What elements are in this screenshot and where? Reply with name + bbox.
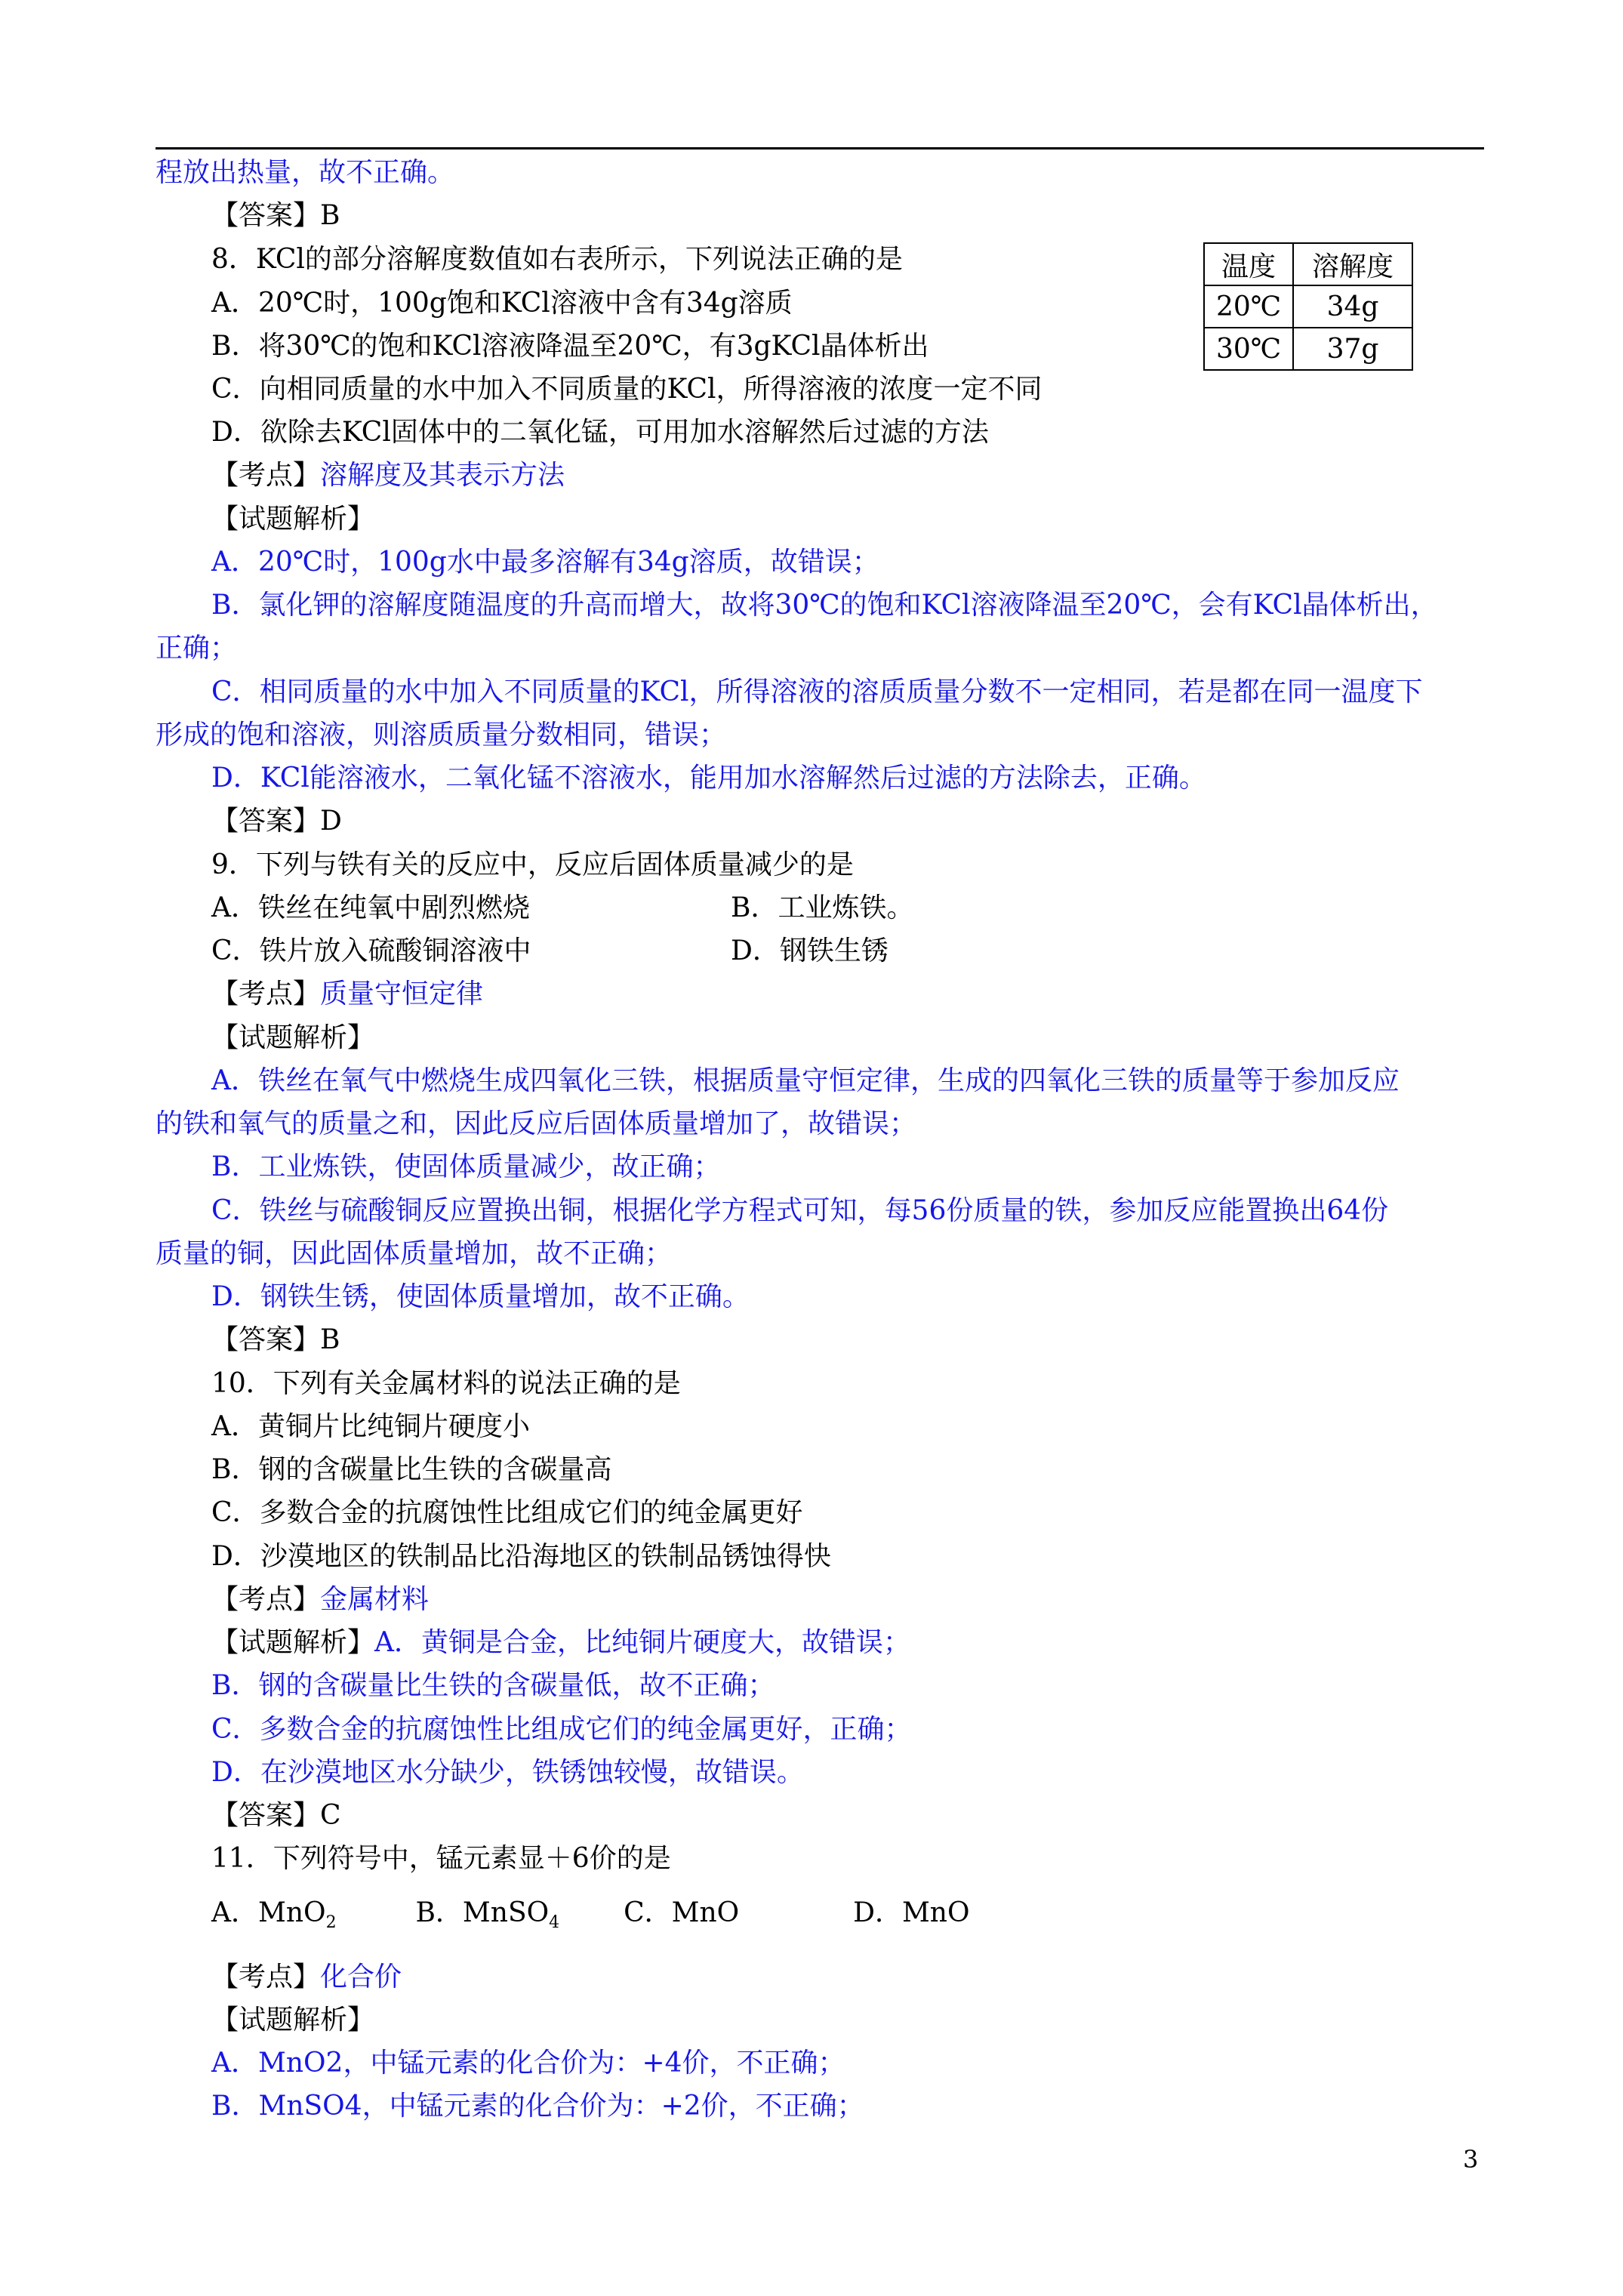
question-11-option-d: D．MnO	[853, 1897, 970, 1928]
analysis-heading: 【试题解析】	[211, 2005, 375, 2036]
topic-tag: 【考点】	[211, 460, 321, 491]
table-header-cell: 温度	[1204, 243, 1293, 285]
analysis-line: B．钢的含碳量比生铁的含碳量低，故不正确；	[211, 1670, 775, 1701]
table-row	[1204, 285, 1412, 328]
topic-line	[211, 1961, 402, 1994]
analysis-heading: 【试题解析】	[211, 1022, 375, 1053]
table-row	[1204, 328, 1412, 370]
answer-line: 【答案】D	[211, 806, 342, 837]
option-b-subscript: 4	[549, 1913, 560, 1932]
table-cell: 34g	[1293, 285, 1412, 328]
table-header-cell: 溶解度	[1293, 243, 1412, 285]
question-10-option-b: B．钢的含碳量比生铁的含碳量高	[211, 1454, 612, 1485]
table-header-row	[1204, 243, 1412, 285]
question-10-option-c: C．多数合金的抗腐蚀性比组成它们的纯金属更好	[211, 1497, 803, 1528]
table-cell: 20℃	[1204, 285, 1293, 328]
analysis-line: A．铁丝在氧气中燃烧生成四氧化三铁，根据质量守恒定律，生成的四氧化三铁的质量等于参加反应	[211, 1065, 1400, 1096]
table-cell: 30℃	[1204, 328, 1293, 370]
analysis-line: C．多数合金的抗腐蚀性比组成它们的纯金属更好，正确；	[211, 1714, 912, 1745]
analysis-line: B．MnSO4，中锰元素的化合价为：+2价，不正确；	[211, 2091, 864, 2122]
question-11-stem: 11．下列符号中，锰元素显＋6价的是	[211, 1843, 671, 1874]
option-b-formula: B．MnSO	[415, 1897, 550, 1928]
topic-line	[211, 1583, 429, 1616]
answer-line: 【答案】C	[211, 1800, 341, 1831]
analysis-line: D．在沙漠地区水分缺少，铁锈蚀较慢，故错误。	[211, 1757, 804, 1788]
analysis-line: 的铁和氧气的质量之和，因此反应后固体质量增加了，故错误；	[156, 1108, 917, 1139]
answer-line: 【答案】B	[211, 200, 340, 231]
analysis-line: B．氯化钾的溶解度随温度的升高而增大，故将30℃的饱和KCl溶液降温至20℃，会有KCl晶体析出，	[211, 590, 1438, 621]
question-10-stem: 10．下列有关金属材料的说法正确的是	[211, 1368, 681, 1399]
question-9-option-d: D．钢铁生锈	[731, 935, 888, 966]
question-11-options	[211, 1897, 970, 1930]
question-10-option-a: A．黄铜片比纯铜片硬度小	[211, 1411, 530, 1442]
analysis-line: C．相同质量的水中加入不同质量的KCl，所得溶液的溶质质量分数不一定相同，若是都在同一温度下	[211, 676, 1423, 707]
analysis-text: A．黄铜是合金，比纯铜片硬度大，故错误；	[374, 1627, 911, 1658]
topic-text: 质量守恒定律	[320, 978, 484, 1009]
analysis-line: 形成的饱和溶液，则溶质质量分数相同，错误；	[156, 720, 727, 750]
topic-line	[211, 459, 565, 492]
question-11-option-b	[415, 1897, 560, 1932]
table-cell: 37g	[1293, 328, 1412, 370]
question-8-stem: 8．KCl的部分溶解度数值如右表所示，下列说法正确的是	[211, 244, 903, 275]
topic-tag: 【考点】	[211, 1962, 321, 1992]
topic-line	[211, 978, 483, 1011]
analysis-line: D．钢铁生锈，使固体质量增加，故不正确。	[211, 1281, 750, 1312]
question-8-option-d: D．欲除去KCl固体中的二氧化锰，可用加水溶解然后过滤的方法	[211, 417, 989, 448]
option-a-formula: A．MnO	[211, 1897, 326, 1928]
header-rule	[156, 147, 1484, 149]
analysis-line	[211, 1626, 910, 1660]
question-8-option-a: A．20℃时，100g饱和KCl溶液中含有34g溶质	[211, 288, 793, 319]
option-a-subscript: 2	[325, 1913, 337, 1932]
question-9-option-b: B．工业炼铁。	[731, 892, 914, 923]
text-line: 程放出热量，故不正确。	[156, 157, 455, 188]
topic-tag: 【考点】	[211, 978, 321, 1009]
analysis-tag: 【试题解析】	[211, 1627, 375, 1658]
analysis-line: A．MnO2，中锰元素的化合价为：+4价，不正确；	[211, 2048, 845, 2079]
analysis-line: D．KCl能溶液水，二氧化锰不溶液水，能用加水溶解然后过滤的方法除去，正确。	[211, 763, 1206, 794]
page-number: 3	[1463, 2145, 1479, 2174]
answer-line: 【答案】B	[211, 1324, 340, 1355]
analysis-line: C．铁丝与硫酸铜反应置换出铜，根据化学方程式可知，每56份质量的铁，参加反应能置换出64份	[211, 1195, 1389, 1226]
question-8-option-c: C．向相同质量的水中加入不同质量的KCl，所得溶液的浓度一定不同	[211, 374, 1042, 405]
analysis-line: 质量的铜，因此固体质量增加，故不正确；	[156, 1238, 673, 1269]
analysis-heading: 【试题解析】	[211, 504, 375, 535]
question-9-option-a: A．铁丝在纯氧中剧烈燃烧	[211, 892, 530, 923]
question-9-stem: 9．下列与铁有关的反应中，反应后固体质量减少的是	[211, 849, 854, 880]
topic-text: 溶解度及其表示方法	[320, 460, 565, 491]
analysis-line: B．工业炼铁，使固体质量减少，故正确；	[211, 1151, 721, 1182]
topic-text: 金属材料	[320, 1584, 430, 1615]
topic-tag: 【考点】	[211, 1584, 321, 1615]
question-10-option-d: D．沙漠地区的铁制品比沿海地区的铁制品锈蚀得快	[211, 1541, 831, 1572]
question-11-option-c: C．MnO	[624, 1897, 740, 1928]
question-9-option-c: C．铁片放入硫酸铜溶液中	[211, 935, 531, 966]
question-8-option-b: B．将30℃的饱和KCl溶液降温至20℃，有3gKCl晶体析出	[211, 331, 929, 362]
topic-text: 化合价	[320, 1962, 402, 1992]
analysis-line: 正确；	[156, 633, 238, 664]
solubility-table	[1203, 242, 1413, 371]
analysis-line: A．20℃时，100g水中最多溶解有34g溶质，故错误；	[211, 547, 879, 578]
question-11-option-a	[211, 1897, 337, 1932]
